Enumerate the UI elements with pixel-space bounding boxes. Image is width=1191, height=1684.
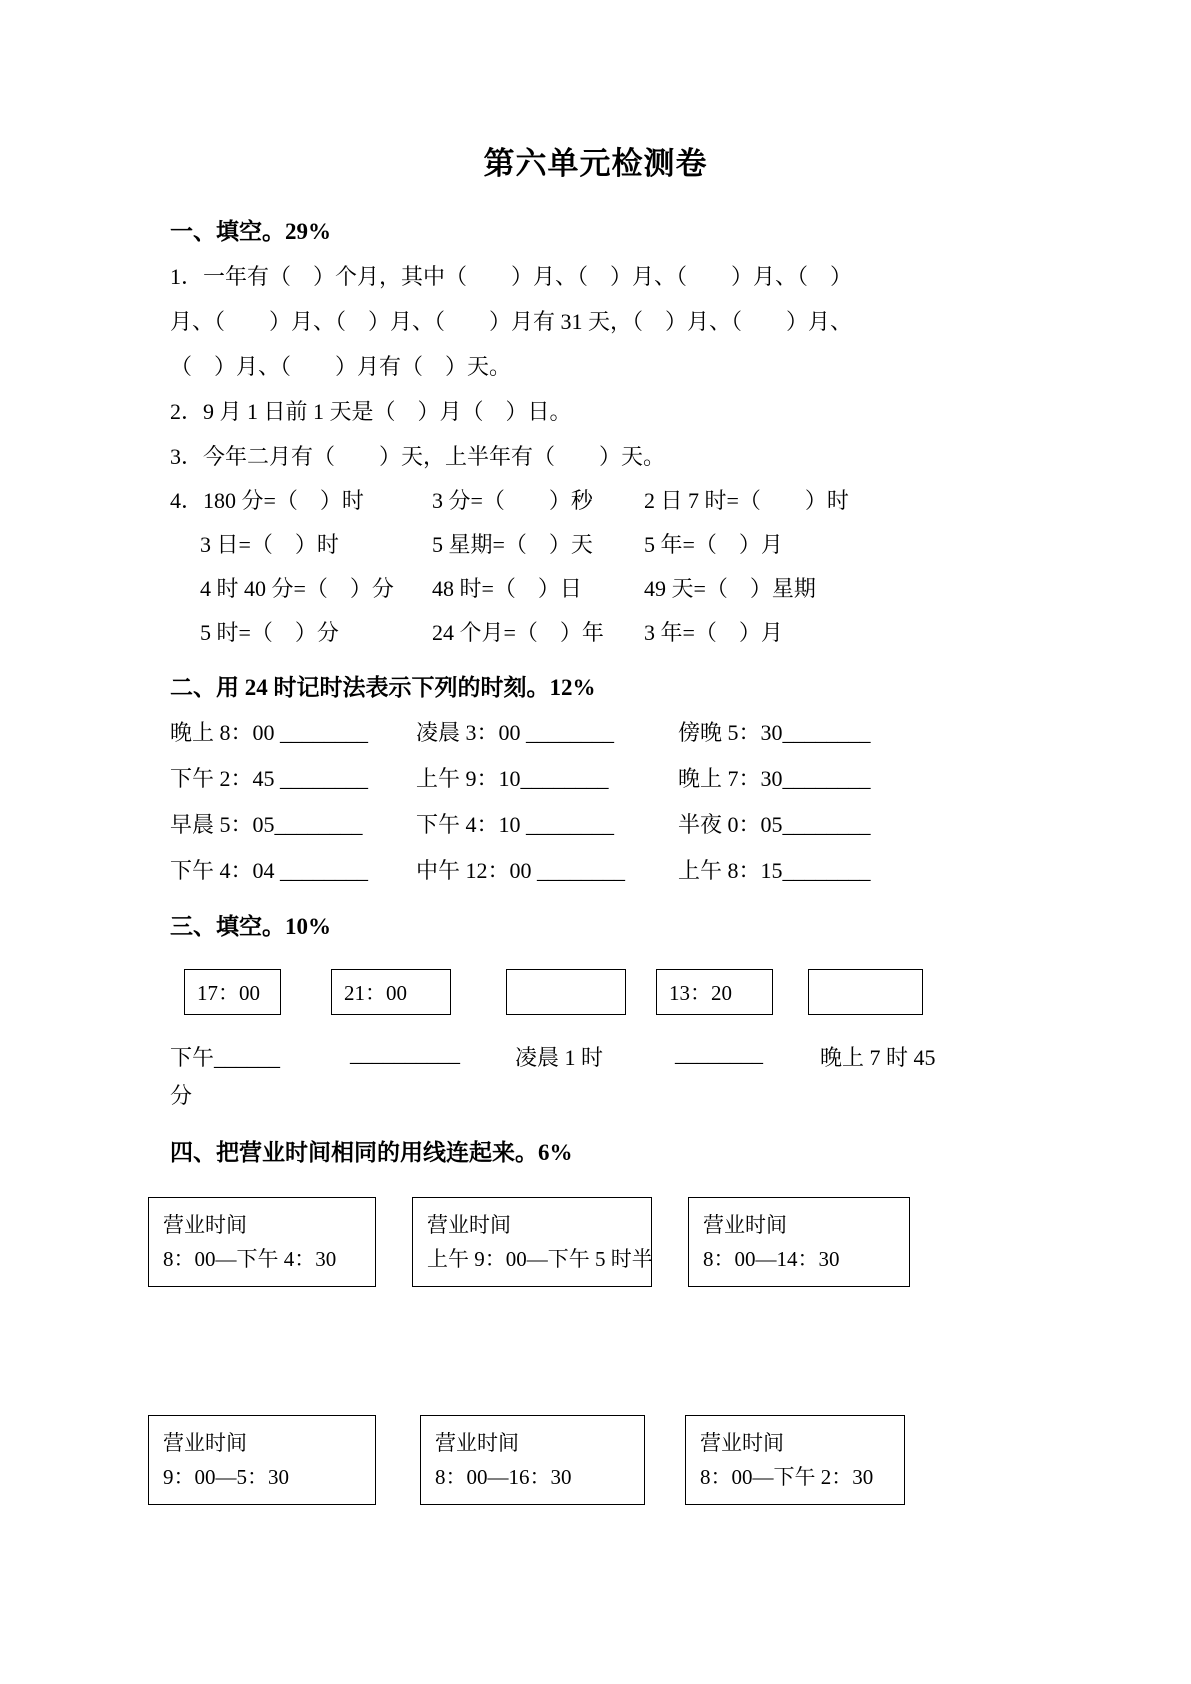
time-item: 下午 4：04 ________ xyxy=(170,858,369,883)
conversion-item: 2 日 7 时=（ ）时 xyxy=(644,488,849,513)
time-box xyxy=(656,969,773,1015)
time-conversion-row-1 xyxy=(170,710,1021,756)
time-box-value: 17：00 xyxy=(197,981,260,1005)
time-item: 上午 9：10________ xyxy=(416,766,609,791)
time-item: 晚上 7：30________ xyxy=(678,766,871,791)
business-hours-card xyxy=(688,1197,910,1287)
page-title: 第六单元检测卷 xyxy=(483,146,708,181)
question-4-row-2 xyxy=(170,523,1021,567)
conversion-item: 48 时=（ ）日 xyxy=(432,576,582,601)
conversion-item: 49 天=（ ）星期 xyxy=(644,576,816,601)
business-hours-title: 营业时间 xyxy=(163,1431,247,1455)
question-4-row-4 xyxy=(170,611,1021,655)
time-item: 上午 8：15________ xyxy=(678,858,871,883)
time-item: 凌晨 3：00 ________ xyxy=(416,720,615,745)
question-1-line-1: 1．一年有（ ）个月，其中（ ）月、（ ）月、（ ）月、（ ） xyxy=(170,264,853,289)
time-label: 凌晨 1 时 xyxy=(515,1045,604,1070)
conversion-item: 3 分=（ ）秒 xyxy=(432,488,593,513)
business-hours-row-2 xyxy=(148,1415,1021,1505)
business-hours-value: 9：00—5：30 xyxy=(163,1465,289,1489)
time-conversion-row-2 xyxy=(170,756,1021,802)
conversion-item: 3 年=（ ）月 xyxy=(644,620,783,645)
time-label-overflow: 分 xyxy=(170,1083,193,1108)
business-hours-card xyxy=(148,1197,376,1287)
time-item: 中午 12：00 ________ xyxy=(416,858,626,883)
business-hours-card xyxy=(685,1415,905,1505)
section-1-heading: 一、填空。29% xyxy=(170,219,331,244)
time-box-blank xyxy=(808,969,923,1015)
business-hours-row-1 xyxy=(148,1197,1021,1287)
time-label: 晚上 7 时 45 xyxy=(820,1045,936,1070)
time-label-row xyxy=(170,1041,1021,1072)
question-1-line-3: （ ）月、（ ）月有（ ）天。 xyxy=(170,354,512,379)
conversion-item: 4 时 40 分=（ ）分 xyxy=(200,576,394,601)
business-hours-value: 上午 9：00—下午 5 时半 xyxy=(427,1247,653,1271)
question-2: 2．9 月 1 日前 1 天是（ ）月（ ）日。 xyxy=(170,399,572,424)
business-hours-title: 营业时间 xyxy=(703,1213,787,1237)
business-hours-card xyxy=(412,1197,652,1287)
section-2-heading: 二、用 24 时记时法表示下列的时刻。12% xyxy=(170,675,596,700)
time-box-row xyxy=(184,969,1021,1015)
time-item: 半夜 0：05________ xyxy=(678,812,871,837)
question-3: 3．今年二月有（ ）天，上半年有（ ）天。 xyxy=(170,444,666,469)
conversion-item: 5 时=（ ）分 xyxy=(200,620,339,645)
business-hours-title: 营业时间 xyxy=(435,1431,519,1455)
time-label: 下午______ xyxy=(170,1045,281,1070)
time-item: 下午 4：10 ________ xyxy=(416,812,615,837)
conversion-item: 24 个月=（ ）年 xyxy=(432,620,604,645)
conversion-item: 5 星期=（ ）天 xyxy=(432,532,593,557)
question-4-row-3 xyxy=(170,567,1021,611)
business-hours-value: 8：00—下午 2：30 xyxy=(700,1465,874,1489)
time-label: ________ xyxy=(675,1041,763,1066)
conversion-item: 5 年=（ ）月 xyxy=(644,532,783,557)
time-box-value: 13：20 xyxy=(669,981,732,1005)
conversion-item: 3 日=（ ）时 xyxy=(200,532,339,557)
time-item: 下午 2：45 ________ xyxy=(170,766,369,791)
time-item: 早晨 5：05________ xyxy=(170,812,363,837)
time-conversion-row-4 xyxy=(170,848,1021,894)
business-hours-value: 8：00—下午 4：30 xyxy=(163,1247,337,1271)
time-conversion-row-3 xyxy=(170,802,1021,848)
time-label: __________ xyxy=(350,1041,460,1066)
section-3-heading: 三、填空。10% xyxy=(170,914,331,939)
business-hours-card xyxy=(148,1415,376,1505)
business-hours-card xyxy=(420,1415,645,1505)
business-hours-value: 8：00—14：30 xyxy=(703,1247,840,1271)
business-hours-value: 8：00—16：30 xyxy=(435,1465,572,1489)
question-1-line-2: 月、（ ）月、（ ）月、（ ）月有 31 天，（ ）月、（ ）月、 xyxy=(170,309,853,334)
time-box xyxy=(331,969,451,1015)
business-hours-title: 营业时间 xyxy=(700,1431,784,1455)
business-hours-title: 营业时间 xyxy=(427,1213,511,1237)
business-hours-title: 营业时间 xyxy=(163,1213,247,1237)
time-box xyxy=(184,969,281,1015)
time-box-value: 21：00 xyxy=(344,981,407,1005)
conversion-item: 4．180 分=（ ）时 xyxy=(170,488,364,513)
question-4-row-1 xyxy=(170,479,1021,523)
time-item: 晚上 8：00 ________ xyxy=(170,720,369,745)
time-box-blank xyxy=(506,969,626,1015)
section-4-heading: 四、把营业时间相同的用线连起来。6% xyxy=(170,1140,573,1165)
time-item: 傍晚 5：30________ xyxy=(678,720,871,745)
